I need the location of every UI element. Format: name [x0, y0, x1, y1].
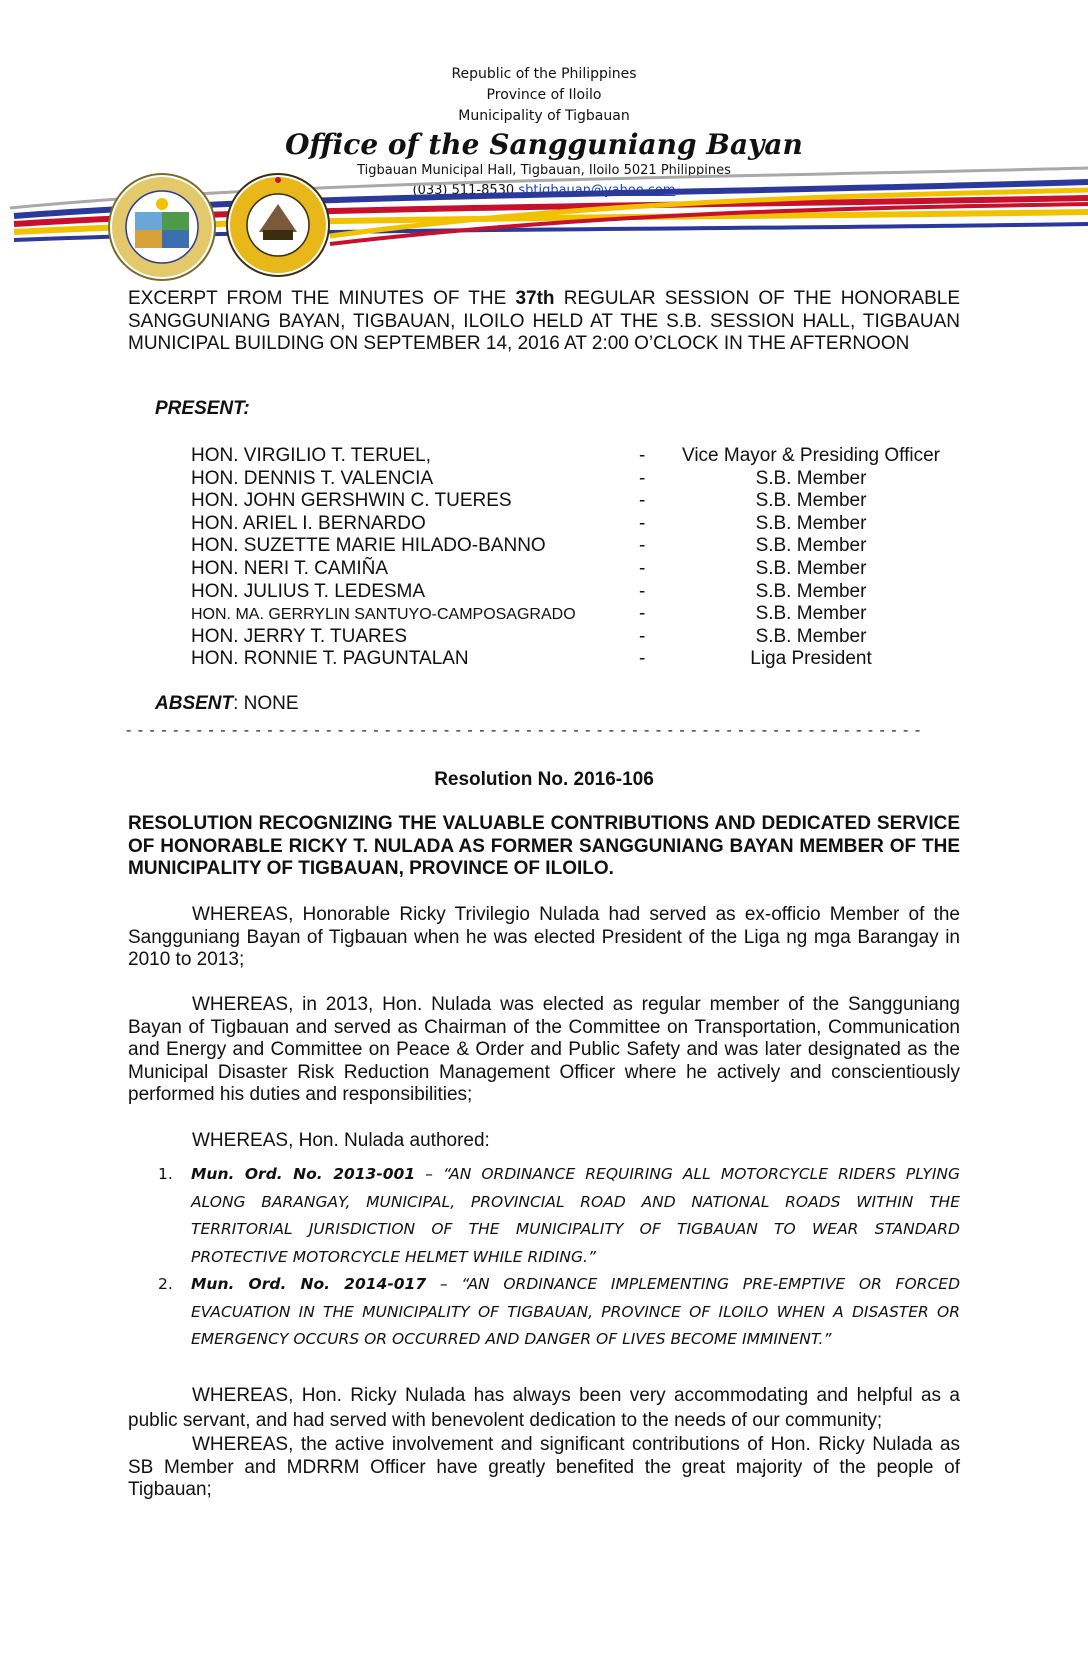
member-row: HON. RONNIE T. PAGUNTALAN - Liga President — [191, 648, 872, 670]
whereas-paragraph: WHEREAS, in 2013, Hon. Nulada was elected as regular member of the Sangguniang Bayan of Tigbauan and served as Chairman of the Committee on Transportation, Communication and Energy and Committee on Peace & Order and Public Safety and was later designated as the Municipal Disaster Risk Reduction Management Officer where he actively and conscientiously performed his duties and responsibilities; — [128, 994, 960, 1105]
absent-line: ABSENT: NONE — [155, 693, 299, 714]
header-province: Province of Iloilo — [486, 87, 602, 103]
whereas-paragraph: WHEREAS, the active involvement and significant contributions of Hon. Ricky Nulada as SB Member and MDRRM Officer have greatly benefited the great majority of the people of Tigbauan; — [128, 1434, 960, 1500]
member-row: HON. JOHN GERSHWIN C. TUERES - S.B. Member — [191, 490, 867, 512]
header-municipality: Municipality of Tigbauan — [458, 108, 630, 124]
member-row: HON. DENNIS T. VALENCIA - S.B. Member — [191, 467, 867, 489]
member-row: HON. JERRY T. TUARES - S.B. Member — [191, 625, 867, 647]
header-email-link[interactable]: sbtigbauan@yahoo.com — [518, 183, 676, 198]
office-title: Office of the Sangguniang Bayan — [285, 128, 803, 161]
resolution-number: Resolution No. 2016-106 — [434, 769, 654, 790]
member-row: HON. MA. GERRYLIN SANTUYO-CAMPOSAGRADO - S.B. Member — [191, 603, 867, 625]
municipality-seal-logo — [107, 172, 217, 282]
member-row: HON. SUZETTE MARIE HILADO-BANNO - S.B. Member — [191, 535, 867, 557]
minutes-excerpt: EXCERPT FROM THE MINUTES OF THE 37th REGULAR SESSION OF THE HONORABLE SANGGUNIANG BAYAN, TIGBAUAN, ILOILO HELD AT THE S.B. SESSION HALL, TIGBAUAN MUNICIPAL BUILDING ON SEPTEMBER 14, 2016 AT 2:00 O’CLOCK IN THE AFTERNOON — [128, 288, 960, 354]
section-divider: - - - - - - - - - - - - - - - - - - - - - - - - - - - - - - - - - - - - - - - - - - - - - - - - - - - - - - - - - - - - - - - - - - - - — [126, 722, 922, 739]
ordinance-item: 1. Mun. Ord. No. 2013-001 – “AN ORDINANCE REQUIRING ALL MOTORCYCLE RIDERS PLYING ALONG BARANGAY, MUNICIPAL, PROVINCIAL ROAD AND NATIONAL ROADS WITHIN THE TERRITORIAL JURISDICTION OF THE MUNICIPALITY OF TIGBAUAN TO WEAR STANDARD PROTECTIVE MOTORCYCLE HELMET WHILE RIDING.” — [158, 1165, 960, 1266]
members-list — [191, 445, 971, 671]
header-republic: Republic of the Philippines — [451, 66, 637, 82]
whereas-paragraph: WHEREAS, Hon. Nulada authored: — [192, 1130, 490, 1151]
member-row: HON. NERI T. CAMIÑA - S.B. Member — [191, 557, 867, 579]
resolution-title: RESOLUTION RECOGNIZING THE VALUABLE CONTRIBUTIONS AND DEDICATED SERVICE OF HONORABLE RICKY T. NULADA AS FORMER SANGGUNIANG BAYAN MEMBER OF THE MUNICIPALITY OF TIGBAUAN, PROVINCE OF ILOILO. — [128, 813, 960, 879]
header-address: Tigbauan Municipal Hall, Tigbauan, Iloilo 5021 Philippines — [357, 163, 731, 178]
ordinance-item: 2. Mun. Ord. No. 2014-017 – “AN ORDINANCE IMPLEMENTING PRE-EMPTIVE OR FORCED EVACUATION IN THE MUNICIPALITY OF TIGBAUAN, PROVINCE OF ILOILO WHEN A DISASTER OR EMERGENCY OCCURS OR OCCURRED AND DANGER OF LIVES BECOME IMMINENT.” — [158, 1275, 960, 1348]
header-phone: (033) 511-8530 — [412, 183, 515, 198]
member-row: HON. VIRGILIO T. TERUEL, - Vice Mayor & Presiding Officer — [191, 445, 940, 466]
whereas-paragraph: WHEREAS, Hon. Ricky Nulada has always been very accommodating and helpful as a public servant, and had served with benevolent dedication to the needs of our community; — [128, 1385, 960, 1431]
member-row: HON. ARIEL I. BERNARDO - S.B. Member — [191, 512, 867, 534]
member-row: HON. JULIUS T. LEDESMA - S.B. Member — [191, 580, 867, 602]
sangguniang-bayan-seal-logo — [225, 172, 331, 278]
whereas-paragraph: WHEREAS, Honorable Ricky Trivilegio Nulada had served as ex-officio Member of the Sangguniang Bayan of Tigbauan when he was elected President of the Liga ng mga Barangay in 2010 to 2013; — [128, 904, 960, 970]
present-heading: PRESENT: — [155, 398, 250, 419]
